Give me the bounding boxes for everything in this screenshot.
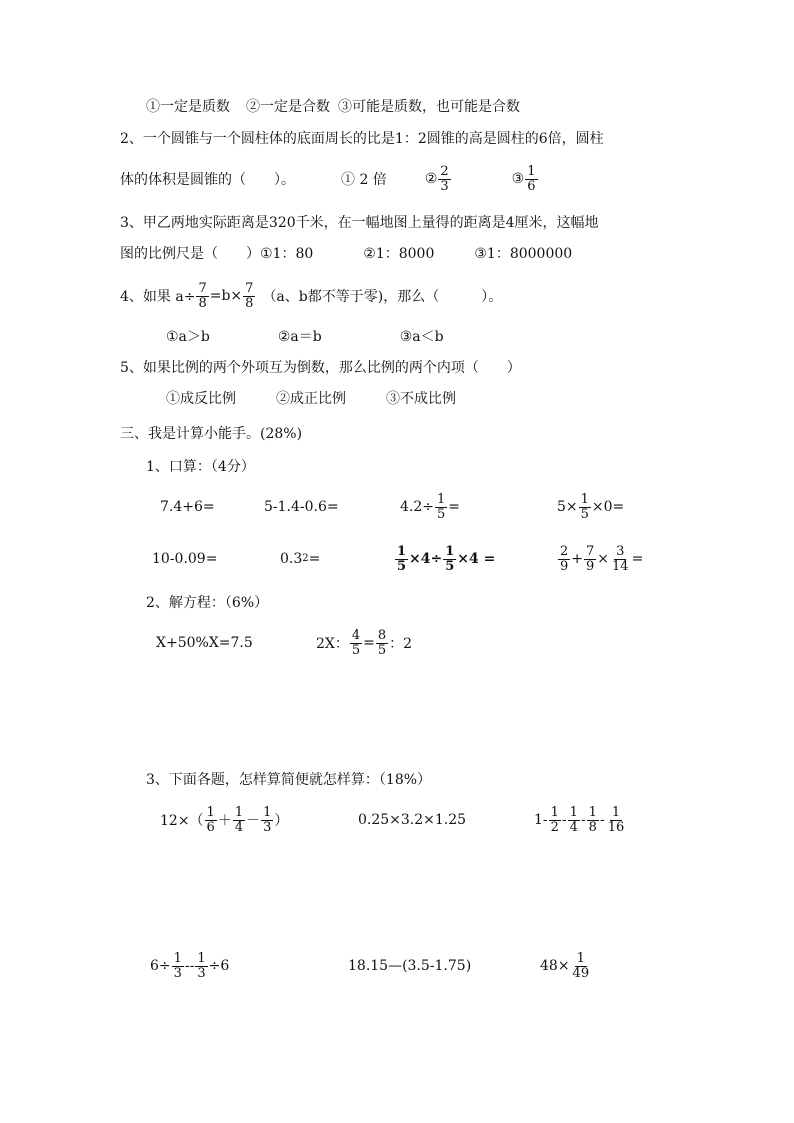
q4-option-2: ②a＝b (277, 329, 322, 345)
q3-line1: 3、甲乙两地实际距离是320千米，在一幅地图上量得的距离是4厘米，这幅地 (120, 215, 599, 231)
q5-option-1: ①成反比例 (166, 391, 236, 407)
q3-line2 (120, 238, 572, 268)
section3-sub3: 3、下面各题，怎样算简便就怎样算：（18%） (146, 772, 432, 788)
q2-option-3-fraction: $\frac{1}{6}$ (527, 163, 536, 194)
equation-1: X+50%X=7.5 (156, 635, 253, 651)
q2-option-3-label: ③ (511, 171, 525, 187)
q4-option-1: ①a＞b (166, 329, 210, 345)
equation-2: 2X： $\frac{4}{5}$ = $\frac{8}{5}$ ：2 (316, 627, 413, 658)
oral-1a: 7.4+6= (160, 499, 215, 515)
simplify-3: 1- $\frac{1}{2}$ - $\frac{1}{4}$ - $\frac{1}{8}$ - $\frac{1}{16}$ (534, 804, 625, 835)
q4-text-2: =b× (209, 288, 243, 304)
q3-option-2: ②1：8000 (363, 246, 435, 262)
q4-options (166, 321, 444, 351)
q1-option-3: ③可能是质数，也可能是合数 (338, 99, 520, 115)
oral-2b: 0.3 2 = (280, 551, 321, 567)
q1-option-1: ①一定是质数 (146, 99, 230, 115)
section3-title: 三、我是计算小能手。(28%) (120, 426, 303, 442)
oral-1d: 5× $\frac{1}{5}$ ×0= (557, 491, 625, 522)
q1-option-2: ②一定是合数 (246, 99, 330, 115)
q4-option-3: ③a＜b (399, 329, 444, 345)
q2-option-1: ① 2 倍 (341, 172, 387, 188)
oral-1b: 5-1.4-0.6= (264, 499, 339, 515)
q1-options (146, 91, 520, 121)
q4-fraction-2: $\frac{7}{8}$ (245, 280, 254, 311)
q3-stem: 图的比例尺是（ ） (120, 246, 260, 262)
oral-2d: $\frac{2}{9}$ + $\frac{7}{9}$ × $\frac{3}{14}$ = (560, 543, 644, 574)
q4-text-1: 4、如果 a÷ (120, 289, 196, 305)
q5-option-3: ③不成比例 (386, 391, 456, 407)
section3-sub1: 1、口算：（4分） (146, 459, 255, 475)
q5-line: 5、如果比例的两个外项互为倒数，那么比例的两个内项（ ） (120, 360, 521, 376)
oral-2a: 10-0.09= (152, 551, 218, 567)
q4-text-3: （a、b都不等于零)，那么（ ）。 (262, 289, 503, 305)
simplify-5: 18.15—(3.5-1.75) (348, 958, 472, 974)
q2-option-2-fraction: $\frac{2}{3}$ (440, 163, 449, 194)
oral-1c: 4.2÷ $\frac{1}{5}$ = (400, 491, 461, 522)
q5-options (166, 383, 456, 413)
q3-option-1: ①1：80 (260, 246, 314, 262)
q4-fraction-1: $\frac{7}{8}$ (198, 280, 207, 311)
q4-line (120, 281, 502, 311)
q3-option-3: ③1：8000000 (474, 246, 573, 262)
simplify-1: 12×（ $\frac{1}{6}$ ＋ $\frac{1}{4}$ － $\frac{1}{3}$ ） (160, 804, 289, 835)
q2-line2 (120, 164, 539, 194)
section3-sub2: 2、解方程：（6%） (146, 595, 269, 611)
simplify-2: 0.25×3.2×1.25 (358, 812, 467, 828)
simplify-4: 6÷ $\frac{1}{3}$ -- $\frac{1}{3}$ ÷6 (150, 950, 230, 981)
q5-option-2: ②成正比例 (276, 391, 346, 407)
simplify-6: 48× $\frac{1}{49}$ (540, 950, 590, 981)
oral-2c: $\frac{1}{5}$ ×4÷ $\frac{1}{5}$ ×4 = (397, 543, 496, 574)
q2-option-2-label: ② (424, 171, 438, 187)
q2-stem: 体的体积是圆锥的（ ）。 (120, 172, 295, 188)
q2-line1: 2、一个圆锥与一个圆柱体的底面周长的比是1：2圆锥的高是圆柱的6倍，圆柱 (120, 131, 604, 147)
